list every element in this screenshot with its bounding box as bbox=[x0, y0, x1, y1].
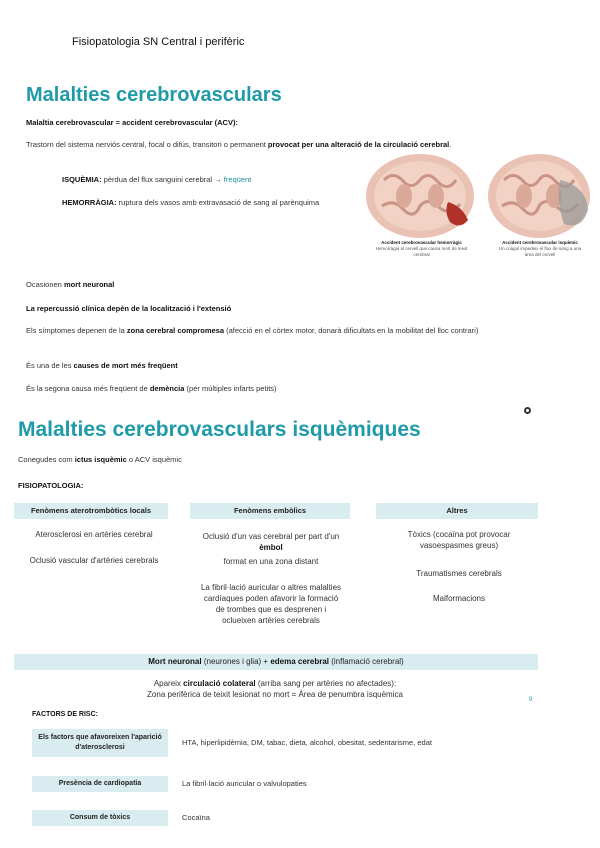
line3-post: (afecció en el còrtex motor, donarà dificultats en la mobilitat del lloc contrari) bbox=[224, 326, 479, 335]
caption-hemorrhagic-title: Accident cerebrovascular hemorràgic bbox=[381, 240, 462, 245]
column-item: Tòxics (cocaïna pot provocar vasoespasmes greus) bbox=[407, 530, 511, 550]
line5-text: És la segona causa més freqüent de bbox=[26, 384, 150, 393]
edema-bold: edema cerebral bbox=[270, 657, 330, 666]
column-item: Oclusió vascular d'artèries cerebrals bbox=[29, 556, 159, 565]
isquemia-frequent: freqüent bbox=[223, 175, 252, 184]
known-post: o ACV isquèmic bbox=[126, 455, 182, 464]
isquemia-text: pèrdua del flux sanguini cerebral → bbox=[101, 175, 224, 184]
apar-pre: Apareix bbox=[153, 679, 184, 688]
apar-line2: Zona perifèrica de teixit lesionat no mort = Àrea de penumbra isquèmica bbox=[147, 690, 403, 699]
known-as-line bbox=[18, 455, 182, 465]
decorative-circle bbox=[524, 407, 531, 414]
column-header-aterotrombotics: Fenòmens aterotrombòtics locals bbox=[14, 503, 168, 519]
fisiopatologia-label: FISIOPATOLOGIA: bbox=[18, 481, 84, 490]
mort-neuronal-bar bbox=[14, 654, 538, 670]
column-item-embol-sub: format en una zona distant bbox=[223, 557, 319, 566]
page-number: 9 bbox=[529, 697, 533, 703]
hemorragia-line bbox=[62, 198, 319, 208]
risk-factors-title: FACTORS DE RISC: bbox=[32, 711, 98, 718]
definition-title: Malaltia cerebrovascular = accident cerebrovascular (ACV): bbox=[26, 118, 238, 127]
definition-text: Trastorn del sistema nerviós central, focal o difús, transitori o permanent bbox=[26, 140, 268, 149]
column-item-fibrillation: La fibril·lació auricular o altres malalties cardíaques poden afavorir la formació de trombes que es desprenen i oclueixen artèries cerebrals bbox=[200, 583, 342, 625]
line-simptomes bbox=[26, 326, 526, 336]
definition-end: . bbox=[449, 140, 452, 149]
column-item: Aterosclerosi en artèries cerebral bbox=[35, 530, 153, 539]
brain-ischemic-image bbox=[486, 150, 592, 240]
line-mort-neuronal bbox=[26, 280, 114, 290]
line5-bold: demència bbox=[149, 384, 185, 393]
line3-bold: zona cerebral compromesa bbox=[126, 326, 225, 335]
embol-bold: èmbol bbox=[259, 543, 283, 552]
caption-ischemic-title: Accident cerebrovascular isquèmic bbox=[502, 240, 578, 245]
apar-post: (arriba sang per artèries no afectades): bbox=[255, 679, 397, 688]
apar-bold: circulació colateral bbox=[183, 679, 256, 688]
line1-text: Ocasionen bbox=[26, 280, 64, 289]
column-item: Traumatismes cerebrals bbox=[416, 569, 502, 578]
line4-bold: causes de mort més freqüent bbox=[73, 361, 178, 370]
mort-bold: Mort neuronal bbox=[148, 657, 202, 666]
line-causes-mort bbox=[26, 361, 178, 371]
collateral-circulation-text bbox=[60, 678, 490, 700]
column-header-altres: Altres bbox=[376, 503, 538, 519]
section-title-ischemic: Malalties cerebrovasculars isquèmiques bbox=[18, 418, 421, 441]
line5-post: (per múltiples infarts petits) bbox=[184, 384, 277, 393]
isquemia-line bbox=[62, 175, 251, 185]
document-header: Fisiopatologia SN Central i perifèric bbox=[72, 36, 245, 48]
hemorragia-label: HEMORRÀGIA: bbox=[62, 198, 117, 207]
section-title-cerebrovascular: Malalties cerebrovasculars bbox=[26, 84, 282, 106]
risk-factor-label: Consum de tòxics bbox=[32, 810, 168, 826]
caption-ischemic bbox=[494, 240, 586, 258]
risk-factor-label: Presència de cardiopatia bbox=[32, 776, 168, 792]
isquemia-label: ISQUÈMIA: bbox=[62, 175, 102, 184]
column-header-embolics: Fenòmens embòlics bbox=[190, 503, 350, 519]
brain-hemorrhagic-image bbox=[364, 150, 476, 240]
definition-bold: provocat per una alteració de la circulació cerebral bbox=[267, 140, 450, 149]
mort-end: (inflamació cerebral) bbox=[329, 657, 404, 666]
caption-hemorrhagic-text: Hemorràgia al cervell que causa mort de teixit cerebral bbox=[375, 246, 468, 257]
line-repercussio: La repercussió clínica depèn de la localització i l'extensió bbox=[26, 304, 232, 313]
line-demencia bbox=[26, 384, 277, 394]
risk-factor-label: Els factors que afavoreixen l'aparició d'aterosclerosi bbox=[32, 729, 168, 757]
line3-text: Els símptomes depenen de la bbox=[26, 326, 127, 335]
risk-factor-value: HTA, hiperlipidèmia, DM, tabac, dieta, alcohol, obesitat, sedentarisme, edat bbox=[182, 738, 432, 747]
mort-mid: (neurones i glia) + bbox=[201, 657, 271, 666]
line4-text: És una de les bbox=[26, 361, 74, 370]
risk-factor-value: Cocaïna bbox=[182, 813, 210, 822]
column-item: Malformacions bbox=[432, 594, 485, 603]
risk-factor-value: La fibril·lació auricular o valvulopaties bbox=[182, 779, 307, 788]
known-text: Conegudes com bbox=[18, 455, 75, 464]
line1-bold: mort neuronal bbox=[63, 280, 115, 289]
caption-hemorrhagic bbox=[374, 240, 469, 258]
embol-text: Oclusió d'un vas cerebral per part d'un bbox=[202, 532, 340, 541]
known-bold: ictus isquèmic bbox=[74, 455, 127, 464]
definition-body bbox=[26, 140, 496, 150]
caption-ischemic-text: Un coàgul impedeix el flux de sang a una àrea del cervell bbox=[498, 246, 582, 257]
column-item-embol bbox=[196, 531, 346, 553]
apar-line1 bbox=[60, 678, 490, 689]
hemorragia-text: ruptura dels vasos amb extravasació de sang al parènquima bbox=[116, 198, 320, 207]
